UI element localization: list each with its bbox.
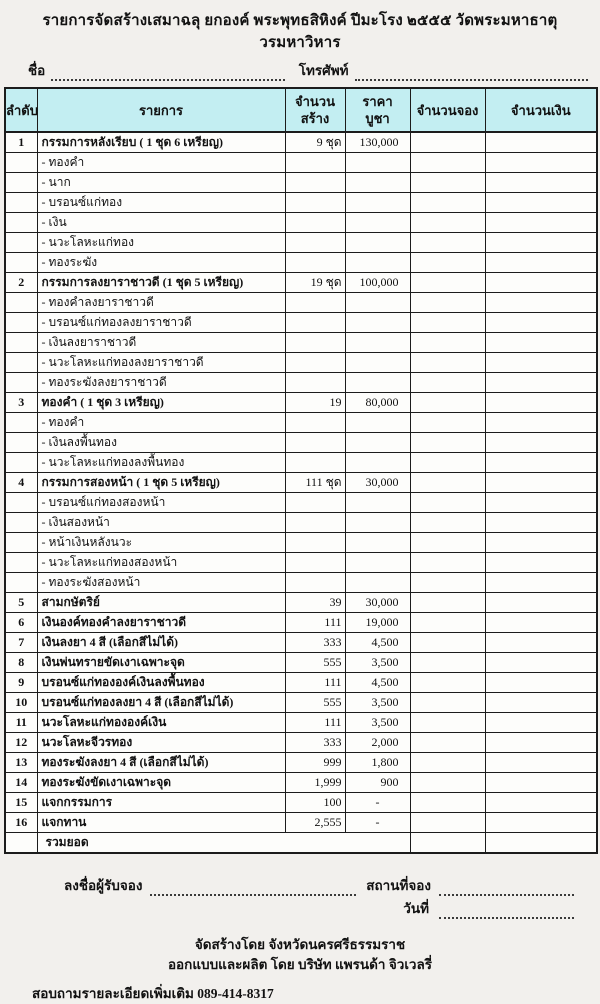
date-label: วันที่ (403, 901, 429, 916)
item-name-cell: - นวะโลหะแก่ทอง (37, 233, 285, 253)
item-row (5, 813, 597, 833)
price-cell: 4,500 (345, 633, 410, 653)
quantity-reserved-cell (410, 493, 485, 513)
row-number-cell (5, 333, 37, 353)
row-number-cell (5, 573, 37, 593)
quantity-made-cell: 1,999 (285, 773, 345, 793)
item-row (5, 693, 597, 713)
price-cell (345, 493, 410, 513)
item-name-cell: - ทองคำลงยาราชาวดี (37, 293, 285, 313)
item-row (5, 713, 597, 733)
item-name-cell: - นวะโลหะแก่ทองลงยาราชาวดี (37, 353, 285, 373)
amount-cell (485, 593, 597, 613)
quantity-reserved-cell (410, 313, 485, 333)
amount-cell (485, 813, 597, 833)
price-cell: 900 (345, 773, 410, 793)
amount-cell (485, 653, 597, 673)
date-fill-line (439, 905, 574, 919)
price-cell (345, 233, 410, 253)
row-number-cell (5, 553, 37, 573)
variant-row (5, 353, 597, 373)
price-cell (345, 173, 410, 193)
item-name-cell: - บรอนซ์แก่ทองลงยาราชาวดี (37, 313, 285, 333)
header-price-line1: ราคา (362, 94, 393, 109)
quantity-reserved-cell (410, 293, 485, 313)
item-name-cell: แจกทาน (37, 813, 285, 833)
item-row (5, 793, 597, 813)
quantity-reserved-cell (410, 213, 485, 233)
header-qty-line2: สร้าง (300, 111, 330, 126)
quantity-reserved-cell (410, 633, 485, 653)
quantity-reserved-cell (410, 353, 485, 373)
amount-cell (485, 153, 597, 173)
item-name-cell: - ทองคำ (37, 413, 285, 433)
quantity-made-cell: 9 ชุด (285, 132, 345, 153)
scanned-order-form (4, 0, 596, 1004)
quantity-made-cell: 999 (285, 753, 345, 773)
row-number-cell: 5 (5, 593, 37, 613)
variant-row (5, 233, 597, 253)
price-cell: 3,500 (345, 653, 410, 673)
quantity-made-cell (285, 373, 345, 393)
amount-cell (485, 213, 597, 233)
row-number-cell: 10 (5, 693, 37, 713)
row-number-cell (5, 513, 37, 533)
amount-cell (485, 833, 597, 854)
row-number-cell: 9 (5, 673, 37, 693)
quantity-made-cell: 111 ชุด (285, 473, 345, 493)
variant-row (5, 433, 597, 453)
footer (4, 876, 596, 1004)
quantity-made-cell (285, 453, 345, 473)
quantity-made-cell: 111 (285, 713, 345, 733)
name-label: ชื่อ (28, 63, 46, 78)
item-row (5, 613, 597, 633)
row-number-cell: 13 (5, 753, 37, 773)
amount-cell (485, 673, 597, 693)
header-reserved: จำนวนจอง (410, 88, 485, 132)
contact-line: สอบถามรายละเอียดเพิ่มเติม 089-414-8317 (32, 986, 274, 1001)
amount-cell (485, 693, 597, 713)
quantity-reserved-cell (410, 173, 485, 193)
item-name-cell: ทองระฆังลงยา 4 สี (เลือกสีไม่ได้) (37, 753, 285, 773)
amount-cell (485, 353, 597, 373)
header-amount: จำนวนเงิน (485, 88, 597, 132)
row-number-cell: 8 (5, 653, 37, 673)
amount-cell (485, 713, 597, 733)
amount-cell (485, 273, 597, 293)
quantity-made-cell (285, 233, 345, 253)
quantity-made-cell (285, 493, 345, 513)
quantity-reserved-cell (410, 753, 485, 773)
variant-row (5, 173, 597, 193)
amount-cell (485, 333, 597, 353)
price-cell (345, 313, 410, 333)
amount-cell (485, 413, 597, 433)
row-number-cell (5, 833, 37, 854)
quantity-reserved-cell (410, 693, 485, 713)
item-name-cell: นวะโลหะแก่ทององค์เงิน (37, 713, 285, 733)
item-name-cell: - เงินลงพื้นทอง (37, 433, 285, 453)
quantity-reserved-cell (410, 773, 485, 793)
quantity-made-cell: 333 (285, 733, 345, 753)
amount-cell (485, 553, 597, 573)
variant-row (5, 453, 597, 473)
item-row (5, 273, 597, 293)
table-header-row (5, 88, 597, 132)
item-row (5, 473, 597, 493)
item-name-cell: - นวะโลหะแก่ทองสองหน้า (37, 553, 285, 573)
amount-cell (485, 233, 597, 253)
row-number-cell: 6 (5, 613, 37, 633)
quantity-reserved-cell (410, 713, 485, 733)
quantity-made-cell (285, 513, 345, 533)
quantity-reserved-cell (410, 193, 485, 213)
variant-row (5, 153, 597, 173)
amount-cell (485, 733, 597, 753)
header-qty (285, 88, 345, 132)
item-row (5, 393, 597, 413)
amount-cell (485, 753, 597, 773)
quantity-reserved-cell (410, 433, 485, 453)
row-number-cell (5, 213, 37, 233)
amount-cell (485, 132, 597, 153)
price-cell (345, 193, 410, 213)
amount-cell (485, 613, 597, 633)
credits (4, 935, 596, 975)
made-by-line: จัดสร้างโดย จังหวัดนครศรีธรรมราช (194, 937, 406, 952)
name-phone-line (28, 63, 588, 81)
amount-cell (485, 473, 597, 493)
price-cell (345, 333, 410, 353)
quantity-made-cell: 111 (285, 613, 345, 633)
amount-cell (485, 193, 597, 213)
item-row (5, 633, 597, 653)
price-cell (345, 213, 410, 233)
variant-row (5, 313, 597, 333)
quantity-made-cell (285, 193, 345, 213)
quantity-reserved-cell (410, 573, 485, 593)
price-cell (345, 413, 410, 433)
price-cell: - (345, 793, 410, 813)
row-number-cell (5, 233, 37, 253)
row-number-cell (5, 193, 37, 213)
quantity-reserved-cell (410, 653, 485, 673)
item-row (5, 653, 597, 673)
quantity-made-cell (285, 413, 345, 433)
amount-cell (485, 253, 597, 273)
quantity-reserved-cell (410, 153, 485, 173)
header-price-line2: บูชา (365, 111, 390, 126)
quantity-reserved-cell (410, 333, 485, 353)
quantity-made-cell (285, 253, 345, 273)
item-name-cell: - ทองคำ (37, 153, 285, 173)
item-name-cell: - เงินลงยาราชาวดี (37, 333, 285, 353)
quantity-reserved-cell (410, 273, 485, 293)
quantity-made-cell: 555 (285, 693, 345, 713)
amount-cell (485, 433, 597, 453)
quantity-reserved-cell (410, 453, 485, 473)
price-cell (345, 293, 410, 313)
quantity-reserved-cell (410, 833, 485, 854)
row-number-cell: 3 (5, 393, 37, 413)
price-cell: 30,000 (345, 473, 410, 493)
price-cell: 30,000 (345, 593, 410, 613)
quantity-reserved-cell (410, 233, 485, 253)
variant-row (5, 193, 597, 213)
quantity-made-cell: 2,555 (285, 813, 345, 833)
quantity-made-cell: 111 (285, 673, 345, 693)
amount-cell (485, 173, 597, 193)
amount-cell (485, 633, 597, 653)
item-name-cell: ทองคำ ( 1 ชุด 3 เหรียญ) (37, 393, 285, 413)
row-number-cell: 15 (5, 793, 37, 813)
quantity-made-cell: 19 (285, 393, 345, 413)
item-name-cell: - หน้าเงินหลังนวะ (37, 533, 285, 553)
quantity-reserved-cell (410, 613, 485, 633)
price-cell (345, 573, 410, 593)
quantity-made-cell (285, 313, 345, 333)
row-number-cell: 4 (5, 473, 37, 493)
quantity-reserved-cell (410, 533, 485, 553)
quantity-made-cell: 333 (285, 633, 345, 653)
quantity-made-cell (285, 333, 345, 353)
variant-row (5, 533, 597, 553)
variant-row (5, 213, 597, 233)
quantity-made-cell: 39 (285, 593, 345, 613)
amount-cell (485, 533, 597, 553)
row-number-cell (5, 373, 37, 393)
variant-row (5, 493, 597, 513)
price-cell: - (345, 813, 410, 833)
item-name-cell: บรอนซ์แก่ทองลงยา 4 สี (เลือกสีไม่ได้) (37, 693, 285, 713)
place-fill-line (439, 882, 574, 896)
price-cell (345, 153, 410, 173)
item-name-cell: แจกกรรมการ (37, 793, 285, 813)
variant-row (5, 253, 597, 273)
quantity-made-cell: 555 (285, 653, 345, 673)
amount-cell (485, 493, 597, 513)
quantity-made-cell (285, 213, 345, 233)
item-name-cell: - นาก (37, 173, 285, 193)
date-line (4, 899, 574, 919)
item-name-cell: - ทองระฆังสองหน้า (37, 573, 285, 593)
item-row (5, 773, 597, 793)
quantity-reserved-cell (410, 413, 485, 433)
row-number-cell (5, 413, 37, 433)
amount-cell (485, 393, 597, 413)
header-item: รายการ (37, 88, 285, 132)
quantity-reserved-cell (410, 733, 485, 753)
item-name-cell: - เงิน (37, 213, 285, 233)
row-number-cell (5, 153, 37, 173)
item-name-cell: นวะโลหะจีวรทอง (37, 733, 285, 753)
item-row (5, 593, 597, 613)
variant-row (5, 333, 597, 353)
row-number-cell (5, 493, 37, 513)
item-row (5, 753, 597, 773)
total-label-cell: รวมยอด (37, 833, 410, 854)
quantity-reserved-cell (410, 132, 485, 153)
price-cell (345, 553, 410, 573)
quantity-reserved-cell (410, 253, 485, 273)
sign-fill-line (150, 882, 356, 896)
amount-cell (485, 313, 597, 333)
price-cell (345, 513, 410, 533)
amount-cell (485, 513, 597, 533)
header-qty-line1: จำนวน (295, 94, 335, 109)
amount-cell (485, 793, 597, 813)
item-name-cell: สามกษัตริย์ (37, 593, 285, 613)
item-name-cell: บรอนซ์แก่ทององค์เงินลงพื้นทอง (37, 673, 285, 693)
row-number-cell: 1 (5, 132, 37, 153)
row-number-cell: 2 (5, 273, 37, 293)
item-name-cell: เงินลงยา 4 สี (เลือกสีไม่ได้) (37, 633, 285, 653)
variant-row (5, 293, 597, 313)
variant-row (5, 553, 597, 573)
item-name-cell: - บรอนซ์แก่ทองสองหน้า (37, 493, 285, 513)
price-cell (345, 353, 410, 373)
variant-row (5, 373, 597, 393)
price-cell (345, 433, 410, 453)
page-title: รายการจัดสร้างเสมาฉลุ ยกองค์ พระพุทธสิหิงค์ ปีมะโรง ๒๕๕๕ วัดพระมหาธาตุวรมหาวิหาร (42, 13, 558, 51)
quantity-reserved-cell (410, 593, 485, 613)
quantity-made-cell (285, 573, 345, 593)
variant-row (5, 513, 597, 533)
item-row (5, 733, 597, 753)
quantity-reserved-cell (410, 813, 485, 833)
phone-fill-line (355, 67, 588, 81)
quantity-reserved-cell (410, 673, 485, 693)
row-number-cell (5, 173, 37, 193)
amount-cell (485, 773, 597, 793)
quantity-reserved-cell (410, 393, 485, 413)
amount-cell (485, 293, 597, 313)
quantity-made-cell (285, 293, 345, 313)
amount-cell (485, 453, 597, 473)
row-number-cell (5, 293, 37, 313)
row-number-cell (5, 433, 37, 453)
row-number-cell (5, 453, 37, 473)
row-number-cell: 14 (5, 773, 37, 793)
quantity-reserved-cell (410, 513, 485, 533)
price-cell (345, 253, 410, 273)
quantity-made-cell (285, 173, 345, 193)
designed-by-line: ออกแบบและผลิต โดย บริษัท แพรนด้า จิวเวลรี่ (167, 957, 433, 972)
phone-label: โทรศัพท์ (298, 63, 349, 78)
item-row (5, 132, 597, 153)
quantity-reserved-cell (410, 553, 485, 573)
price-cell: 80,000 (345, 393, 410, 413)
price-cell: 100,000 (345, 273, 410, 293)
header-no: ลำดับ (5, 88, 37, 132)
price-cell: 3,500 (345, 693, 410, 713)
sign-place-line (64, 876, 574, 896)
amount-cell (485, 373, 597, 393)
quantity-made-cell (285, 153, 345, 173)
place-label: สถานที่จอง (366, 878, 431, 893)
item-name-cell: - เงินสองหน้า (37, 513, 285, 533)
quantity-made-cell (285, 433, 345, 453)
item-name-cell: ทองระฆังขัดเงาเฉพาะจุด (37, 773, 285, 793)
header-price (345, 88, 410, 132)
row-number-cell: 7 (5, 633, 37, 653)
row-number-cell (5, 353, 37, 373)
row-number-cell: 12 (5, 733, 37, 753)
item-name-cell: กรรมการหลังเรียบ ( 1 ชุด 6 เหรียญ) (37, 132, 285, 153)
row-number-cell (5, 313, 37, 333)
quantity-reserved-cell (410, 373, 485, 393)
variant-row (5, 413, 597, 433)
row-number-cell (5, 533, 37, 553)
price-cell (345, 533, 410, 553)
price-cell: 3,500 (345, 713, 410, 733)
price-cell: 19,000 (345, 613, 410, 633)
price-cell (345, 453, 410, 473)
price-cell: 4,500 (345, 673, 410, 693)
row-number-cell: 11 (5, 713, 37, 733)
item-row (5, 673, 597, 693)
price-cell (345, 373, 410, 393)
item-name-cell: เงินองค์ทองคำลงยาราชาวดี (37, 613, 285, 633)
price-cell: 130,000 (345, 132, 410, 153)
quantity-made-cell (285, 553, 345, 573)
row-number-cell (5, 253, 37, 273)
total-row (5, 833, 597, 854)
price-cell: 2,000 (345, 733, 410, 753)
quantity-made-cell: 100 (285, 793, 345, 813)
variant-row (5, 573, 597, 593)
row-number-cell: 16 (5, 813, 37, 833)
quantity-reserved-cell (410, 473, 485, 493)
item-name-cell: - ทองระฆังลงยาราชาวดี (37, 373, 285, 393)
name-fill-line (51, 67, 284, 81)
sign-label: ลงชื่อผู้รับจอง (64, 878, 143, 893)
item-name-cell: เงินพ่นทรายขัดเงาเฉพาะจุด (37, 653, 285, 673)
quantity-made-cell: 19 ชุด (285, 273, 345, 293)
item-name-cell: - ทองระฆัง (37, 253, 285, 273)
item-name-cell: - บรอนซ์แก่ทอง (37, 193, 285, 213)
price-cell: 1,800 (345, 753, 410, 773)
quantity-reserved-cell (410, 793, 485, 813)
item-name-cell: กรรมการสองหน้า ( 1 ชุด 5 เหรียญ) (37, 473, 285, 493)
quantity-made-cell (285, 533, 345, 553)
item-name-cell: กรรมการลงยาราชาวดี (1 ชุด 5 เหรียญ) (37, 273, 285, 293)
amount-cell (485, 573, 597, 593)
quantity-made-cell (285, 353, 345, 373)
order-table (4, 87, 598, 854)
item-name-cell: - นวะโลหะแก่ทองลงพื้นทอง (37, 453, 285, 473)
